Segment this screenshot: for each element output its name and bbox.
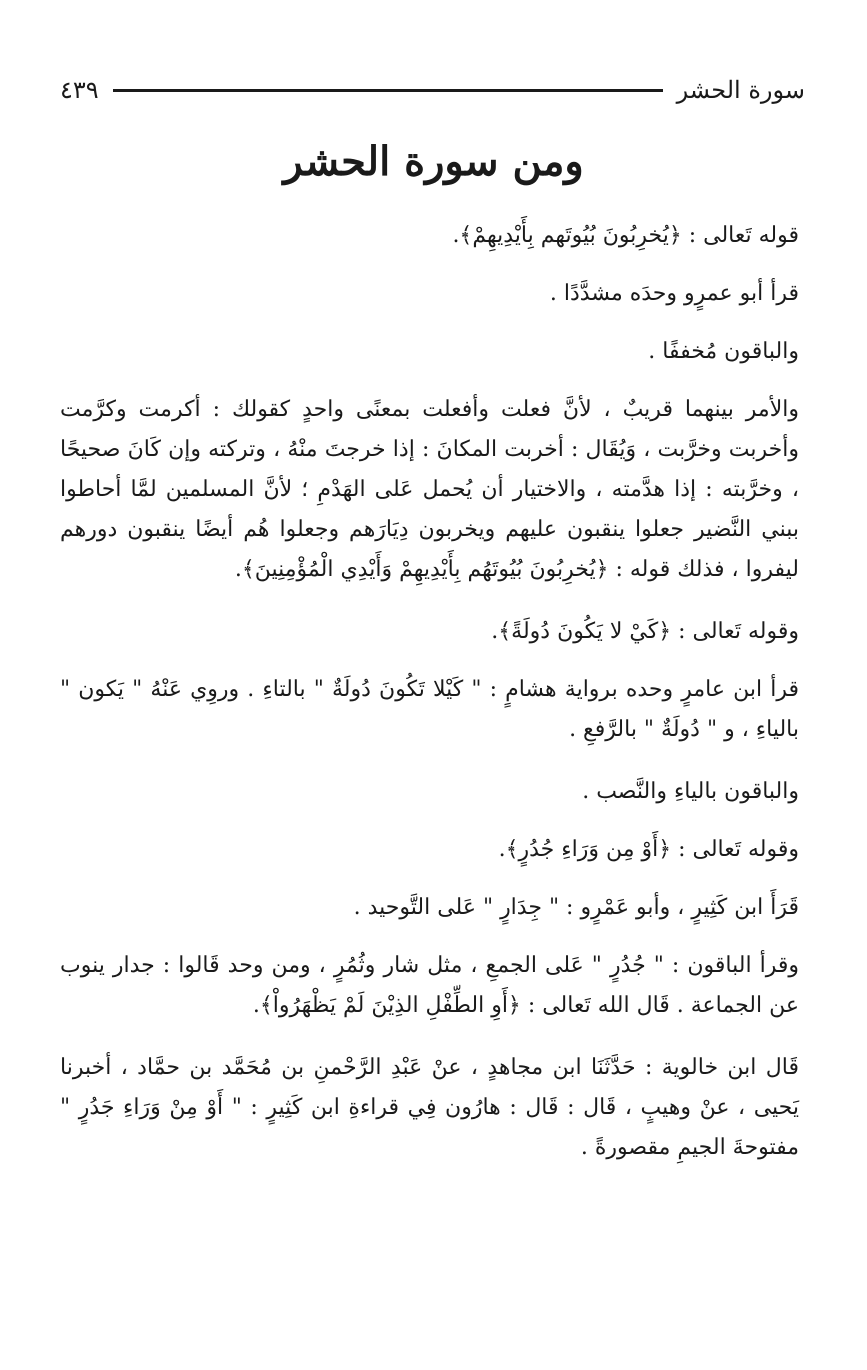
paragraph: وقوله تَعالى : ﴿أَوْ مِن وَرَاءِ جُدُرٍ﴾. — [498, 837, 799, 862]
paragraph: والباقون بالياءِ والنَّصب . — [582, 779, 799, 804]
header-rule — [113, 89, 663, 92]
paragraph: والأمر بينهما قريبٌ ، لأنَّ فعلت وأفعلت بمعنًى واحدٍ كقولك : أكرمت وكرَّمت وأخربت وخرَّبت ، وَيُقَال : أخربت المكانَ : إذا خرجتَ منْهُ ، وتركته وإن كَانَ صحيحًا ، وخرَّبته : إذا هدَّمته ، والاختيار أن يُحمل عَلى الهَدْمِ ؛ لأنَّ المسلمين لمَّا أحاطوا ببني النَّضير جعلوا ينقبون عليهم ويخربون دِيَارَهم وجعلوا هُم أيضًا ينقبون دورهم ليفروا ، فذلك قوله : ﴿يُخرِبُونَ بُيُوتَهُم بِأَيْدِيهِمْ وَأَيْدِي الْمُؤْمِنِينَ﴾. — [60, 397, 800, 582]
chapter-title: ومن سورة الحشر — [283, 138, 584, 185]
paragraph: والباقون مُخففًا . — [648, 339, 799, 364]
page-number: ٤٣٩ — [60, 76, 99, 104]
paragraph: قوله تَعالى : ﴿يُخرِبُونَ بُيُوتَهم بِأَيْدِيهِمْ﴾. — [452, 223, 799, 248]
paragraph: وقرأ الباقون : " جُدُرٍ " عَلى الجمعِ ، مثل شار وثُمُرٍ ، ومن وحد قَالوا : جدار ينوب عن الجماعة . قَال الله تَعالى : ﴿أَوِ الطِّفْلِ الذِيْنَ لَمْ يَظْهَرُواْ﴾. — [60, 953, 799, 1018]
running-header — [60, 70, 805, 110]
paragraph: قَرَأَ ابن كَثِيرٍ ، وأبو عَمْرٍو : " جِدَارٍ " عَلى التَّوحيد . — [353, 895, 799, 920]
body-text — [60, 216, 799, 1190]
paragraph: قرأ أبو عمرٍو وحدَه مشدَّدًا . — [549, 281, 799, 306]
paragraph: قرأ ابن عامرٍ وحده برواية هشامٍ : " كَيْلا تَكُونَ دُولَةٌ " بالتاءِ . وروِي عَنْهُ " يَكون " بالياءِ ، و " دُولَةٌ " بالرَّفعِ . — [60, 677, 799, 742]
paragraph: قَال ابن خالوية : حَدَّثَنَا ابن مجاهدٍ ، عنْ عَبْدِ الرَّحْمنِ بن مُحَمَّد بن حمَّاد ، أخبرنا يَحيى ، عنْ وهيبٍ ، قَال : قَال : هارُون فِي قراءةِ ابن كَثِيرٍ : " أَوْ مِنْ وَرَاءِ جَدُرٍ " مفتوحةَ الجيمِ مقصورةً . — [60, 1055, 799, 1160]
running-header-title: سورة الحشر — [676, 76, 805, 104]
paragraph: وقوله تَعالى : ﴿كَيْ لا يَكُونَ دُولَةً﴾. — [491, 619, 799, 644]
